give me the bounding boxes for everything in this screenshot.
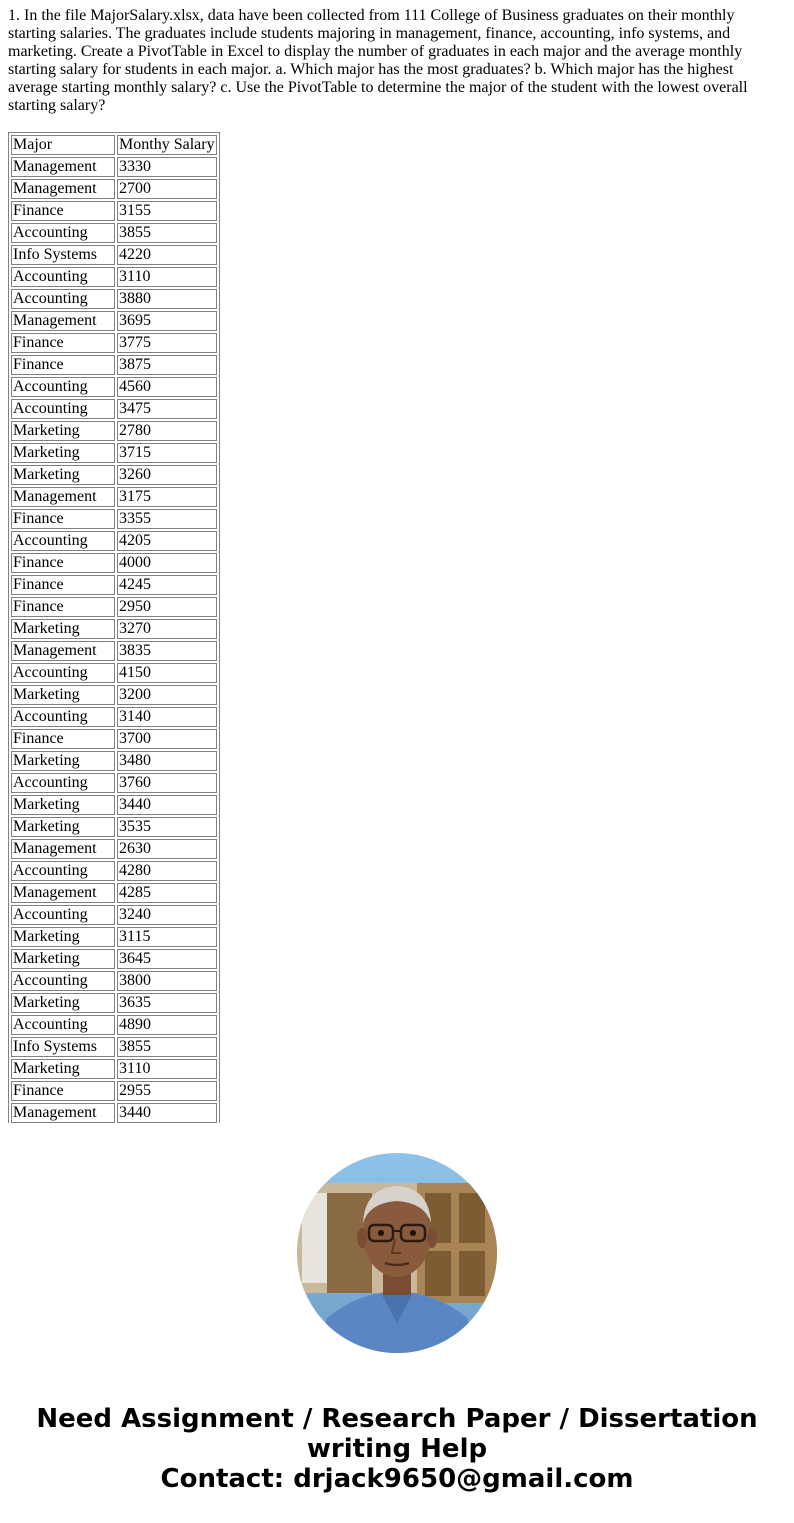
table-row xyxy=(11,817,217,837)
table-row xyxy=(11,883,217,903)
cell-salary: 3800 xyxy=(117,971,217,991)
table-row xyxy=(11,333,217,353)
cell-major: Accounting xyxy=(11,861,115,881)
table-row xyxy=(11,597,217,617)
cell-salary: 4205 xyxy=(117,531,217,551)
cell-major: Marketing xyxy=(11,751,115,771)
table-row xyxy=(11,179,217,199)
cell-major: Accounting xyxy=(11,223,115,243)
cell-salary: 3440 xyxy=(117,795,217,815)
cell-salary: 3645 xyxy=(117,949,217,969)
table-row xyxy=(11,245,217,265)
cell-major: Finance xyxy=(11,1081,115,1101)
cell-major: Finance xyxy=(11,355,115,375)
table-row xyxy=(11,531,217,551)
cell-major: Accounting xyxy=(11,531,115,551)
cell-salary: 3835 xyxy=(117,641,217,661)
cell-salary: 3330 xyxy=(117,157,217,177)
cell-salary: 4890 xyxy=(117,1015,217,1035)
table-row xyxy=(11,729,217,749)
cell-salary: 3480 xyxy=(117,751,217,771)
table-row xyxy=(11,267,217,287)
cell-major: Accounting xyxy=(11,905,115,925)
cell-major: Accounting xyxy=(11,289,115,309)
table-row xyxy=(11,619,217,639)
cell-salary: 3115 xyxy=(117,927,217,947)
cell-major: Management xyxy=(11,179,115,199)
table-row xyxy=(11,465,217,485)
cell-major: Marketing xyxy=(11,949,115,969)
cell-salary: 3355 xyxy=(117,509,217,529)
table-row xyxy=(11,201,217,221)
cell-major: Marketing xyxy=(11,927,115,947)
cell-salary: 2950 xyxy=(117,597,217,617)
cell-salary: 3700 xyxy=(117,729,217,749)
cell-salary: 3875 xyxy=(117,355,217,375)
cell-major: Marketing xyxy=(11,619,115,639)
cell-major: Finance xyxy=(11,729,115,749)
cell-major: Finance xyxy=(11,201,115,221)
cell-salary: 3775 xyxy=(117,333,217,353)
table-row xyxy=(11,663,217,683)
cell-salary: 3695 xyxy=(117,311,217,331)
table-row xyxy=(11,1103,217,1123)
table-row xyxy=(11,993,217,1013)
cell-major: Accounting xyxy=(11,971,115,991)
cell-salary: 3535 xyxy=(117,817,217,837)
table-row xyxy=(11,1037,217,1057)
cell-salary: 3175 xyxy=(117,487,217,507)
table-row xyxy=(11,421,217,441)
table-row xyxy=(11,905,217,925)
cell-salary: 3270 xyxy=(117,619,217,639)
table-row xyxy=(11,443,217,463)
cell-salary: 2630 xyxy=(117,839,217,859)
cell-salary: 2780 xyxy=(117,421,217,441)
cell-major: Finance xyxy=(11,553,115,573)
cell-major: Marketing xyxy=(11,1059,115,1079)
table-row xyxy=(11,311,217,331)
cell-salary: 3440 xyxy=(117,1103,217,1123)
cell-major: Marketing xyxy=(11,421,115,441)
cell-major: Management xyxy=(11,311,115,331)
cell-major: Accounting xyxy=(11,1015,115,1035)
cell-major: Accounting xyxy=(11,267,115,287)
cell-major: Accounting xyxy=(11,377,115,397)
cell-salary: 3715 xyxy=(117,443,217,463)
cell-salary: 3260 xyxy=(117,465,217,485)
banner-line-1: Need Assignment / Research Paper / Dissertation xyxy=(36,1404,758,1434)
table-row xyxy=(11,795,217,815)
cell-salary: 4245 xyxy=(117,575,217,595)
table-row xyxy=(11,1081,217,1101)
cell-salary: 3155 xyxy=(117,201,217,221)
cell-salary: 3475 xyxy=(117,399,217,419)
cell-salary: 2955 xyxy=(117,1081,217,1101)
header-major: Major xyxy=(11,135,115,155)
salary-table xyxy=(9,133,219,1123)
cell-major: Finance xyxy=(11,509,115,529)
table-row xyxy=(11,1015,217,1035)
table-row xyxy=(11,399,217,419)
table-row xyxy=(11,949,217,969)
contact-banner xyxy=(0,1404,794,1494)
cell-salary: 4000 xyxy=(117,553,217,573)
cell-major: Marketing xyxy=(11,993,115,1013)
table-row xyxy=(11,773,217,793)
table-row xyxy=(11,575,217,595)
cell-major: Marketing xyxy=(11,685,115,705)
table-row xyxy=(11,971,217,991)
cell-major: Management xyxy=(11,157,115,177)
table-row xyxy=(11,289,217,309)
salary-table-container xyxy=(8,132,220,1123)
cell-major: Marketing xyxy=(11,817,115,837)
table-row xyxy=(11,509,217,529)
table-row xyxy=(11,157,217,177)
table-row xyxy=(11,861,217,881)
cell-salary: 3140 xyxy=(117,707,217,727)
table-body xyxy=(11,157,217,1123)
table-row xyxy=(11,839,217,859)
cell-salary: 4220 xyxy=(117,245,217,265)
table-row xyxy=(11,707,217,727)
cell-major: Management xyxy=(11,883,115,903)
cell-major: Accounting xyxy=(11,707,115,727)
cell-salary: 3760 xyxy=(117,773,217,793)
table-row xyxy=(11,927,217,947)
cell-salary: 4150 xyxy=(117,663,217,683)
banner-line-3: Contact: drjack9650@gmail.com xyxy=(160,1464,634,1494)
cell-salary: 3110 xyxy=(117,267,217,287)
cell-salary: 3880 xyxy=(117,289,217,309)
cell-salary: 4280 xyxy=(117,861,217,881)
cell-major: Info Systems xyxy=(11,245,115,265)
cell-major: Marketing xyxy=(11,443,115,463)
table-header-row xyxy=(11,135,217,155)
person-photo-icon xyxy=(297,1153,497,1353)
table-row xyxy=(11,355,217,375)
cell-major: Accounting xyxy=(11,399,115,419)
cell-salary: 3855 xyxy=(117,223,217,243)
cell-major: Management xyxy=(11,641,115,661)
cell-salary: 3110 xyxy=(117,1059,217,1079)
cell-major: Finance xyxy=(11,597,115,617)
table-row xyxy=(11,641,217,661)
table-row xyxy=(11,377,217,397)
cell-major: Management xyxy=(11,1103,115,1123)
cell-salary: 3635 xyxy=(117,993,217,1013)
cell-major: Accounting xyxy=(11,773,115,793)
table-row xyxy=(11,487,217,507)
header-salary: Monthy Salary xyxy=(117,135,217,155)
cell-major: Management xyxy=(11,487,115,507)
cell-major: Marketing xyxy=(11,795,115,815)
cell-salary: 4560 xyxy=(117,377,217,397)
cell-salary: 3855 xyxy=(117,1037,217,1057)
cell-major: Info Systems xyxy=(11,1037,115,1057)
table-row xyxy=(11,1059,217,1079)
table-row xyxy=(11,223,217,243)
table-row xyxy=(11,685,217,705)
cell-salary: 3240 xyxy=(117,905,217,925)
question-text: 1. In the file MajorSalary.xlsx, data have been collected from 111 College of Business graduates on their monthly starting salaries. The graduates include students majoring in management, finance, accounting, info systems, and marketing. Create a PivotTable in Excel to display the number of graduates in each major and the average monthly starting salary for students in each major. a. Which major has the most graduates? b. Which major has the highest average starting monthly salary? c. Use the PivotTable to determine the major of the student with the lowest overall starting salary? xyxy=(8,7,748,114)
table-row xyxy=(11,553,217,573)
banner-line-2: writing Help xyxy=(306,1434,488,1464)
cell-major: Accounting xyxy=(11,663,115,683)
cell-major: Finance xyxy=(11,333,115,353)
author-photo xyxy=(297,1153,497,1353)
cell-major: Finance xyxy=(11,575,115,595)
cell-major: Marketing xyxy=(11,465,115,485)
cell-salary: 2700 xyxy=(117,179,217,199)
cell-salary: 4285 xyxy=(117,883,217,903)
cell-major: Management xyxy=(11,839,115,859)
table-row xyxy=(11,751,217,771)
cell-salary: 3200 xyxy=(117,685,217,705)
